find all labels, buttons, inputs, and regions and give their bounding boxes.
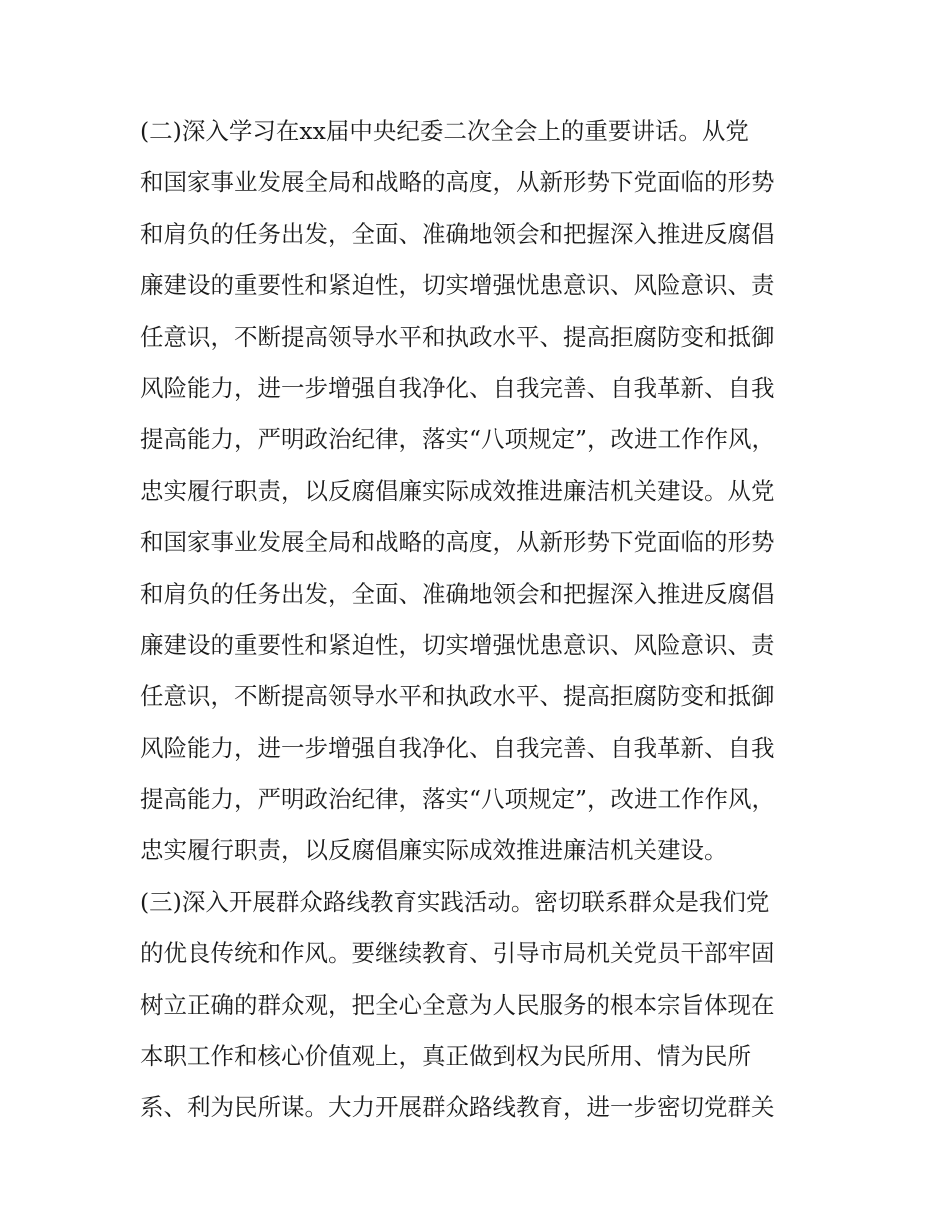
document-body <box>140 106 820 1134</box>
text-line: 风险能力，进一步增强自我净化、自我完善、自我革新、自我 <box>140 373 775 402</box>
text-line: 风险能力，进一步增强自我净化、自我完善、自我革新、自我 <box>140 733 775 762</box>
text-line: 提高能力，严明政治纪律，落实“八项规定”，改进工作作风， <box>140 425 776 454</box>
text-line: 廉建设的重要性和紧迫性，切实增强忧患意识、风险意识、责 <box>140 271 775 300</box>
text-line: 和肩负的任务出发，全面、准确地领会和把握深入推进反腐倡 <box>140 219 775 248</box>
text-line: 提高能力，严明政治纪律，落实“八项规定”，改进工作作风， <box>140 785 776 814</box>
text-line: 忠实履行职责，以反腐倡廉实际成效推进廉洁机关建设。 <box>140 836 728 865</box>
text-line: (二)深入学习在xx届中央纪委二次全会上的重要讲话。从党 <box>140 117 749 145</box>
text-line: 系、利为民所谋。大力开展群众路线教育，进一步密切党群关 <box>140 1093 775 1122</box>
text-line: 的优良传统和作风。要继续教育、引导市局机关党员干部牢固 <box>140 939 775 968</box>
text-line: 和肩负的任务出发，全面、准确地领会和把握深入推进反腐倡 <box>140 579 775 608</box>
text-line: (三)深入开展群众路线教育实践活动。密切联系群众是我们党 <box>140 887 770 916</box>
text-line: 树立正确的群众观，把全心全意为人民服务的根本宗旨体现在 <box>140 990 775 1019</box>
text-line: 廉建设的重要性和紧迫性，切实增强忧患意识、风险意识、责 <box>140 630 775 659</box>
text-line: 和国家事业发展全局和战略的高度，从新形势下党面临的形势 <box>140 528 775 557</box>
text-line: 和国家事业发展全局和战略的高度，从新形势下党面临的形势 <box>140 168 775 197</box>
text-line: 忠实履行职责，以反腐倡廉实际成效推进廉洁机关建设。从党 <box>140 476 775 505</box>
text-line: 本职工作和核心价值观上，真正做到权为民所用、情为民所 <box>140 1042 751 1071</box>
text-line: 任意识，不断提高领导水平和执政水平、提高拒腐防变和抵御 <box>140 682 775 711</box>
text-line: 任意识，不断提高领导水平和执政水平、提高拒腐防变和抵御 <box>140 322 775 351</box>
